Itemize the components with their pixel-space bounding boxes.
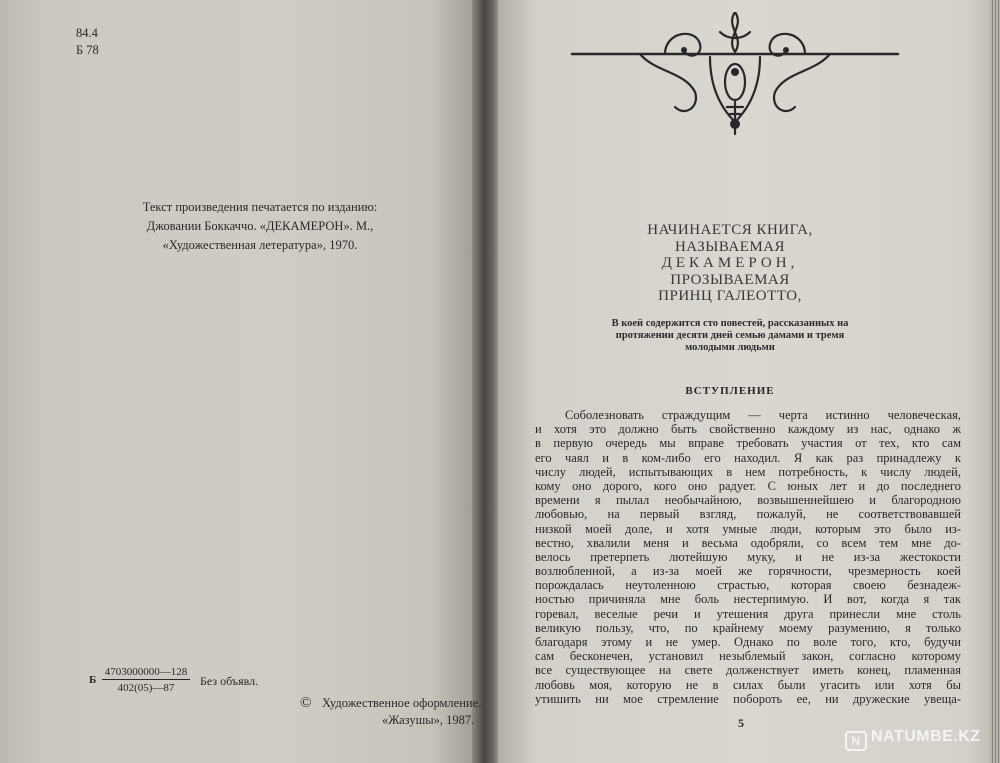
- subtitle-line: молодыми людьми: [685, 342, 775, 353]
- body-line: и хотя это должно быть свойственно каждому из нас, однако ж: [535, 422, 961, 437]
- watermark: [845, 728, 981, 751]
- body-line: вестно, хвалили меня и весьма одобряли, со всем тем мне до-: [535, 535, 961, 550]
- body-line: его чаял и в ком-либо его находил. Я как раз принадлежу к: [535, 450, 961, 465]
- body-text: [535, 408, 961, 706]
- index-denominator: 402(05)—87: [117, 682, 175, 694]
- watermark-logo-icon: N: [845, 731, 867, 751]
- title-line: ПРИНЦ ГАЛЕОТТО,: [658, 288, 802, 304]
- source-note-line: «Художественная летература», 1970.: [162, 238, 358, 252]
- page-number: 5: [738, 716, 744, 730]
- copyright-line: «Жазушы», 1987.: [382, 713, 475, 727]
- index-prefix: Б: [89, 674, 97, 686]
- body-line: велось претерпеть лютейшую муку, и не из-за жестокости: [535, 549, 961, 564]
- body-line: горевал, веселые речи и утешения друга принесли мне столь: [535, 606, 961, 621]
- title-block: [560, 222, 900, 305]
- body-line: кому оно дорого, кого оно радует. С юных лет и до последнего: [535, 478, 961, 493]
- classification-code: 84.4: [76, 26, 98, 40]
- source-note-line: Джовании Боккаччо. «ДЕКАМЕРОН». М.,: [146, 219, 374, 233]
- body-line: любовь моя, которую не в силах были угасить или хотя бы: [535, 677, 961, 692]
- index-numerator: 4703000000—128: [102, 666, 190, 680]
- body-line: любовью, на первый взгляд, пожалуй, не соответствовавшей: [535, 507, 961, 522]
- title-line: ПРОЗЫВАЕМАЯ: [670, 271, 790, 288]
- subtitle-line: протяжении десяти дней семью дамами и тремя: [615, 330, 845, 341]
- subtitle-line: В коей содержится сто повестей, рассказанных на: [611, 318, 849, 329]
- copyright-line: Художественное оформление.: [322, 696, 482, 710]
- left-page: [0, 0, 478, 763]
- body-line: числу людей, испытывающих в нем потребность, к числу людей,: [535, 464, 961, 479]
- subtitle: [570, 318, 890, 354]
- index-suffix: Без объявл.: [200, 674, 259, 688]
- body-line: Соболезновать страждущим — черта истинно человеческая,: [565, 408, 961, 422]
- body-line: низкой моей доле, и хотя умные люди, которым это было из-: [535, 521, 961, 536]
- body-line: сам бесконечен, установил незыблемый закон, согласно которому: [535, 649, 961, 664]
- body-line: времени я пылал необычайною, возвышеннейшею и благородною: [535, 493, 961, 508]
- watermark-text: NATUMBE.KZ: [871, 728, 981, 745]
- page-edges: [990, 0, 1000, 763]
- title-line: НАЗЫВАЕМАЯ: [674, 238, 786, 255]
- body-line: все существующее на свете долженствует иметь конец, пламенная: [535, 663, 961, 678]
- copyright-icon: ©: [300, 695, 312, 711]
- body-line: порождалась неутоленною страстью, которая своею безнадеж-: [535, 578, 961, 593]
- book-title: ДЕКАМЕРОН,: [661, 255, 799, 271]
- title-line: НАЧИНАЕТСЯ КНИГА,: [647, 222, 813, 238]
- body-line: ностью причиняла мне боль нестерпимую. И вот, когда я так: [535, 592, 961, 607]
- author-mark: Б 78: [76, 43, 99, 57]
- body-line: благодаря этому и не умер. Однако по воле того, кто, будучи: [535, 635, 961, 649]
- decorative-ornament-icon: [570, 12, 900, 137]
- body-line: возлюбленной, а из-за моей же горячности, чрезмерность коей: [535, 564, 961, 579]
- source-note-line: Текст произведения печатается по изданию:: [142, 200, 378, 214]
- section-heading: ВСТУПЛЕНИЕ: [685, 385, 775, 397]
- body-line: утишить ни мое стремление побороть ее, ни дружеские увеща-: [535, 691, 961, 706]
- body-line: в первую очередь мы вправе требовать участия от тех, кто сам: [535, 436, 961, 451]
- body-line: великую пользу, что, по крайнему моему разумению, я только: [535, 620, 961, 635]
